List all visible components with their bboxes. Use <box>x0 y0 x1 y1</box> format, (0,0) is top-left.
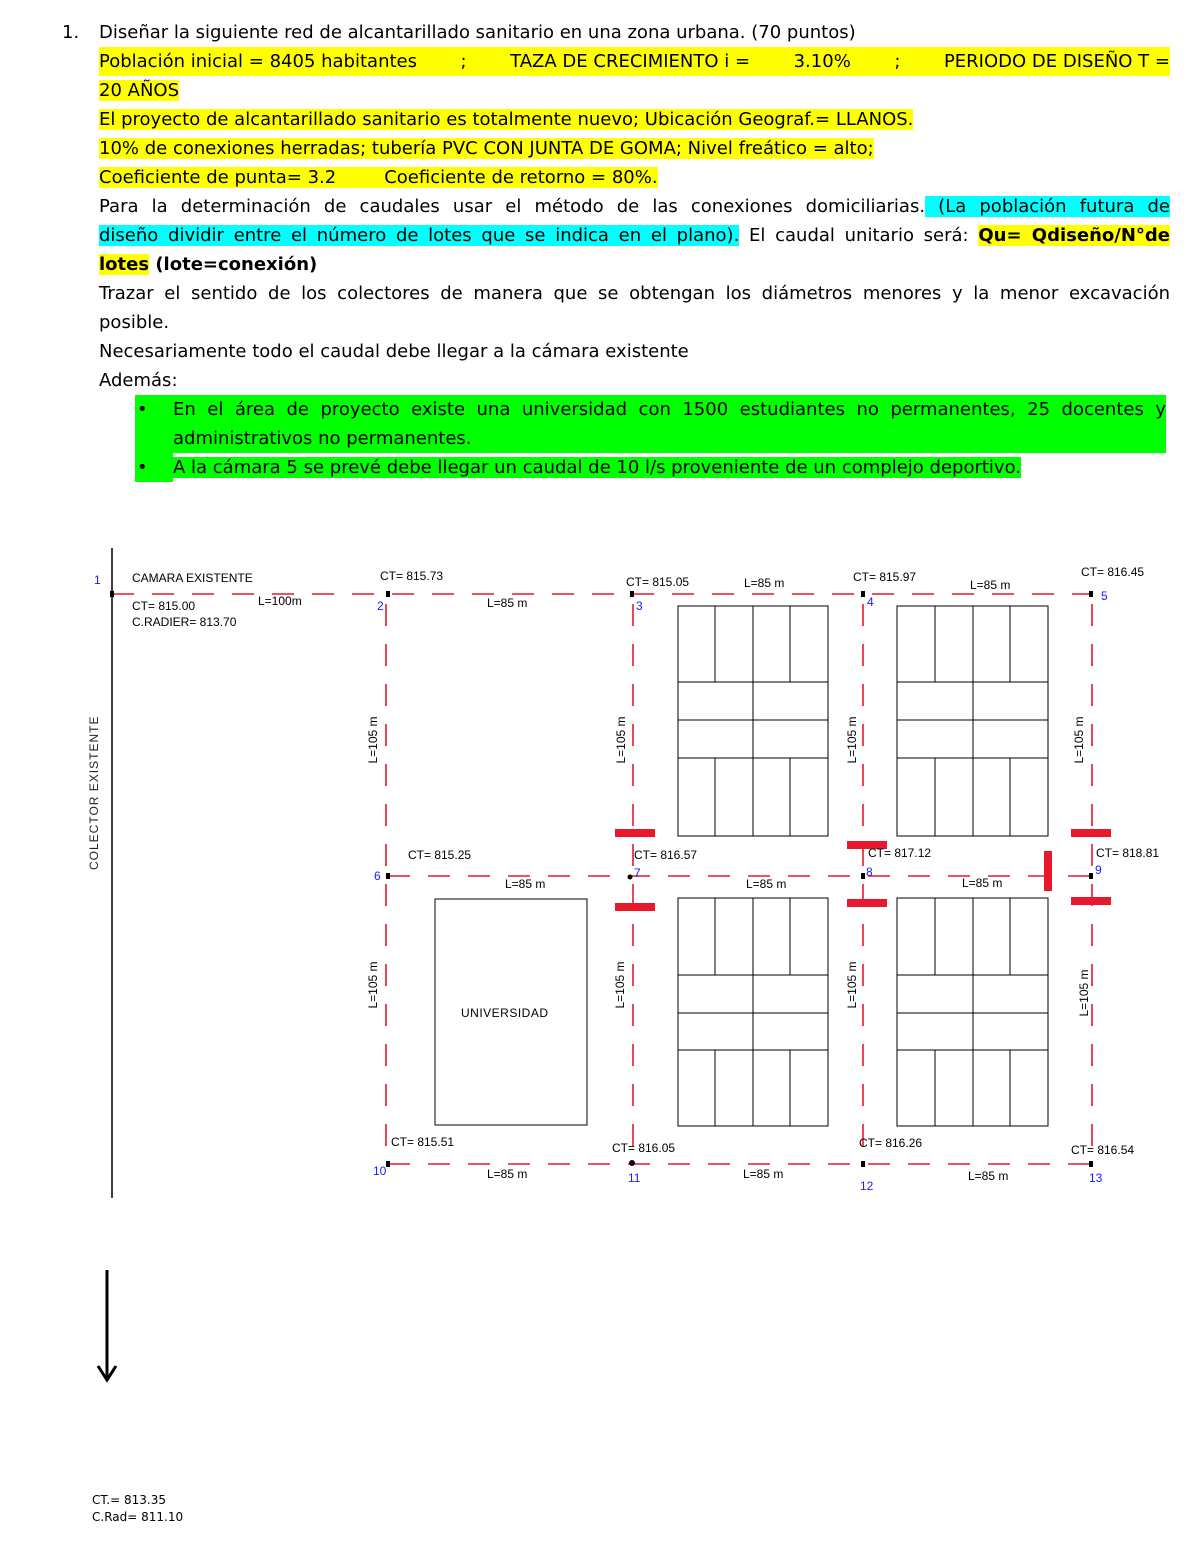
length-label: L=85 m <box>744 576 785 590</box>
vertical-lengths <box>366 716 1091 1016</box>
length-label: L=85 m <box>968 1169 1009 1183</box>
project-location: El proyecto de alcantarillado sanitario es totalmente nuevo; Ubicación Geograf.= LLANOS. <box>99 109 914 130</box>
outlet-radier: C.Rad= 811.10 <box>92 1510 184 1524</box>
connections-pipe: 10% de conexiones herradas; tubería PVC CON JUNTA DE GOMA; Nivel freático = alto; <box>99 138 874 159</box>
pipe-network <box>112 594 1092 1164</box>
length-label: L=85 m <box>487 596 528 610</box>
length-label: L=85 m <box>743 1167 784 1181</box>
return-coefficient: Coeficiente de retorno = 80%. <box>384 167 658 188</box>
coefficients <box>99 167 658 188</box>
flow-method-para-3: lotes (lote=conexión) <box>99 254 318 275</box>
separator: ; <box>460 51 467 72</box>
node-number: 8 <box>866 865 873 879</box>
trace-instruction-2: posible. <box>99 312 170 333</box>
closure-bar <box>615 903 655 911</box>
lot-block-d <box>897 898 1048 1126</box>
node-number: 9 <box>1095 863 1102 877</box>
length-label: L=100m <box>258 594 302 608</box>
condition-sports-complex: • A la cámara 5 se prevé debe llegar un caudal de 10 l/s proveniente de un complejo deportivo. <box>135 453 1170 482</box>
length-label: L=105 m <box>613 961 627 1009</box>
growth-rate-label: TAZA DE CRECIMIENTO i = <box>510 51 751 72</box>
separator: ; <box>894 51 901 72</box>
ground-elevations <box>380 565 1159 1157</box>
outlet-notes <box>92 1492 183 1526</box>
length-label: L=85 m <box>487 1167 528 1181</box>
trace-instruction-1: Trazar el sentido de los colectores de manera que se obtengan los diámetros menores y la menor excavación <box>99 283 1170 304</box>
length-label: L=105 m <box>845 961 859 1009</box>
lot-block-a <box>678 606 828 836</box>
problem-body <box>99 18 1170 482</box>
length-label: L=105 m <box>1072 716 1086 764</box>
sewer-network-plan <box>0 520 1200 1220</box>
closure-bar <box>1071 897 1111 905</box>
node-number: 2 <box>377 599 384 613</box>
ct-label: CT= 815.97 <box>853 570 917 584</box>
problem-statement <box>62 18 1170 482</box>
existing-chamber-radier: C.RADIER= 813.70 <box>132 615 237 629</box>
length-label: L=85 m <box>962 876 1003 890</box>
ct-label: CT= 817.12 <box>868 846 932 860</box>
length-label: L=85 m <box>746 877 787 891</box>
node-numbers <box>94 573 1108 1193</box>
bullet-icon: • <box>137 457 148 478</box>
closure-bar <box>847 899 887 907</box>
flow-requirement: Necesariamente todo el caudal debe llegar a la cámara existente <box>99 341 689 362</box>
design-period-label: PERIODO DE DISEÑO T = <box>943 51 1170 72</box>
length-label: L=105 m <box>614 716 628 764</box>
growth-rate-value: 3.10% <box>793 51 851 72</box>
flow-method-para-2: diseño dividir entre el número de lotes que se indica en el plano). El caudal unitario será: Qu= Qdiseño/N°de <box>99 225 1170 246</box>
length-label: L=85 m <box>505 877 546 891</box>
node-number: 6 <box>374 869 381 883</box>
length-label: L=105 m <box>366 716 380 764</box>
node-number: 12 <box>860 1179 874 1193</box>
condition-university: • En el área de proyecto existe una universidad con 1500 estudiantes no permanentes, 25 docentes y administrativos no permanentes. <box>135 395 1166 453</box>
length-label: L=105 m <box>366 961 380 1009</box>
lot-block-c <box>678 898 828 1126</box>
initial-population: Población inicial = 8405 habitantes <box>99 51 417 72</box>
closure-bar <box>615 829 655 837</box>
ct-label: CT= 818.81 <box>1096 846 1160 860</box>
length-label: L=85 m <box>970 578 1011 592</box>
ademas-label: Además: <box>99 370 178 391</box>
node-number: 5 <box>1101 589 1108 603</box>
manhole-markers <box>110 591 1093 1167</box>
ct-label: CT= 816.45 <box>1081 565 1145 579</box>
node-number: 7 <box>634 866 641 880</box>
ct-label: CT= 816.26 <box>859 1136 923 1150</box>
problem-number: 1. <box>62 22 80 43</box>
additional-conditions <box>135 395 1170 482</box>
ct-label: CT= 815.25 <box>408 848 472 862</box>
design-period-value: 20 AÑOS <box>99 80 179 101</box>
peak-coefficient: Coeficiente de punta= 3.2 <box>99 167 337 188</box>
node-number: 4 <box>867 595 874 609</box>
outlet-ct: CT.= 813.35 <box>92 1493 166 1507</box>
ct-label: CT= 815.73 <box>380 569 444 583</box>
node-number: 13 <box>1089 1171 1103 1185</box>
collector-label: COLECTOR EXISTENTE <box>87 715 101 870</box>
ct-label: CT= 816.57 <box>634 848 698 862</box>
lot-block-b <box>897 606 1048 836</box>
ct-label: CT= 816.54 <box>1071 1143 1135 1157</box>
closure-bar <box>1071 829 1111 837</box>
node-number: 10 <box>373 1164 387 1178</box>
problem-title: Diseñar la siguiente red de alcantarillado sanitario en una zona urbana. (70 puntos) <box>99 22 856 43</box>
existing-chamber-ct: CT= 815.00 <box>132 599 196 613</box>
existing-chamber-label: CAMARA EXISTENTE <box>132 571 253 585</box>
ct-label: CT= 816.05 <box>612 1141 676 1155</box>
length-label: L=105 m <box>1077 969 1091 1017</box>
params-line-1 <box>99 47 1170 76</box>
node-number: 1 <box>94 573 101 587</box>
closure-bar <box>1044 851 1052 891</box>
ct-label: CT= 815.51 <box>391 1135 455 1149</box>
flow-method-para-1: Para la determinación de caudales usar el método de las conexiones domiciliarias. (La población futura de <box>99 196 1170 217</box>
ct-label: CT= 815.05 <box>626 575 690 589</box>
university-label: UNIVERSIDAD <box>461 1006 549 1020</box>
flow-direction-arrow-icon <box>92 1268 122 1388</box>
node-number: 11 <box>628 1171 641 1185</box>
node-number: 3 <box>636 599 643 613</box>
length-label: L=105 m <box>845 716 859 764</box>
bullet-icon: • <box>137 399 148 420</box>
